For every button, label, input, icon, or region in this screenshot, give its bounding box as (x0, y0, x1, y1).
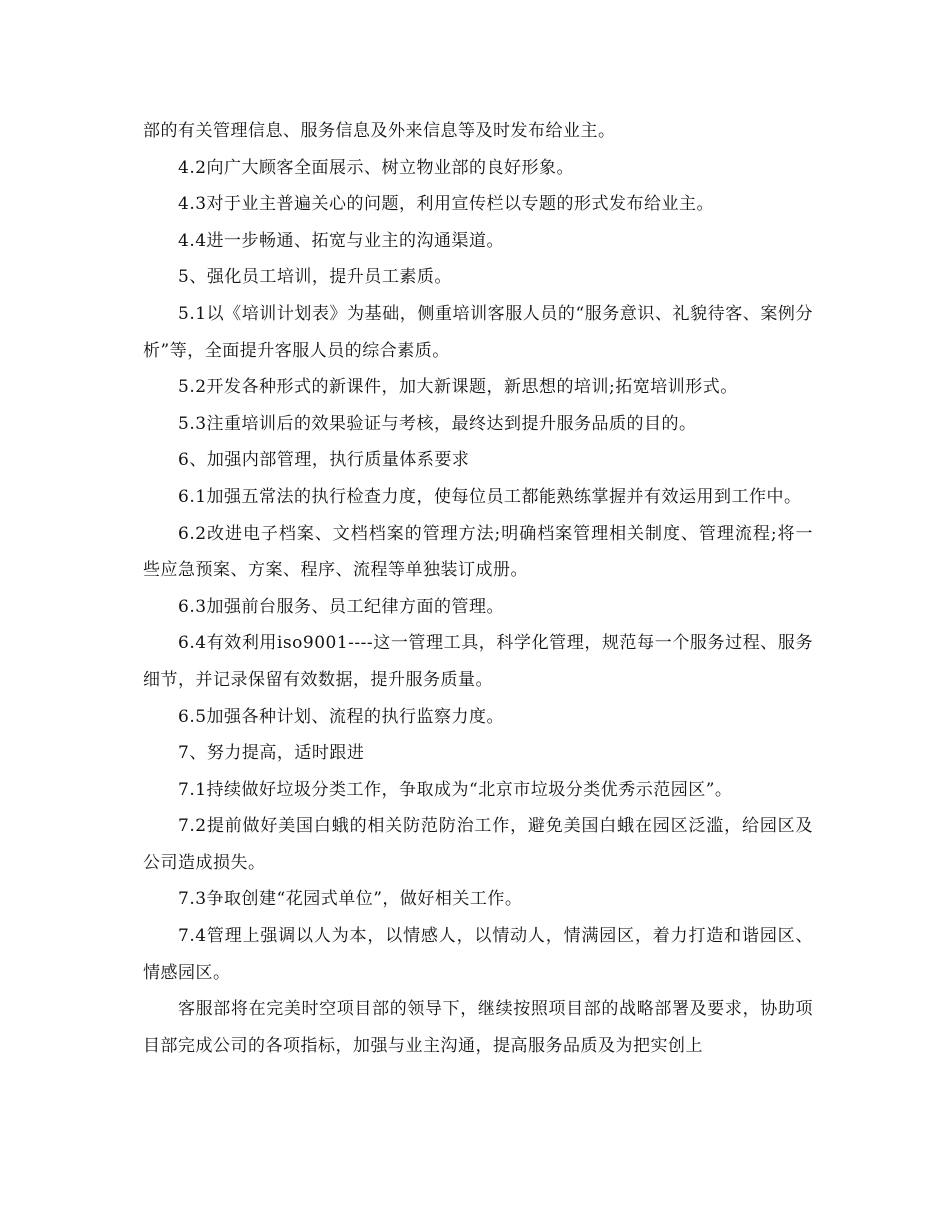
paragraph: 客服部将在完美时空项目部的领导下，继续按照项目部的战略部署及要求，协助项目部完成公司的各项指标，加强与业主沟通，提高服务品质及为把实创上 (143, 999, 813, 1056)
paragraph: 7.4管理上强调以人为本，以情感人，以情动人，情满园区，着力打造和谐园区、情感园区。 (143, 926, 813, 983)
paragraph: 6.2改进电子档案、文档档案的管理方法;明确档案管理相关制度、管理流程;将一些应急预案、方案、程序、流程等单独装订成册。 (143, 523, 813, 581)
paragraph: 6.1加强五常法的执行检查力度，使每位员工都能熟练掌握并有效运用到工作中。 (178, 486, 802, 507)
paragraph: 5、强化员工培训，提升员工素质。 (178, 267, 452, 288)
paragraph: 6.4有效利用iso9001----这一管理工具，科学化管理，规范每一个服务过程、服务细节，并记录保留有效数据，提升服务质量。 (143, 633, 813, 690)
paragraph: 7、努力提高，适时跟进 (178, 743, 365, 764)
paragraph: 6.5加强各种计划、流程的执行监察力度。 (178, 706, 505, 727)
paragraph: 7.1持续做好垃圾分类工作，争取成为“北京市垃圾分类优秀示范园区”。 (178, 779, 733, 800)
paragraph: 7.3争取创建“花园式单位”，做好相关工作。 (178, 889, 523, 910)
paragraph: 5.3注重培训后的效果验证与考核，最终达到提升服务品质的目的。 (178, 413, 697, 434)
paragraph: 6、加强内部管理，执行质量体系要求 (178, 450, 470, 471)
paragraph: 6.3加强前台服务、员工纪律方面的管理。 (178, 596, 505, 617)
paragraph: 部的有关管理信息、服务信息及外来信息等及时发布给业主。 (143, 121, 616, 141)
document-body (143, 113, 813, 1064)
paragraph: 5.2开发各种形式的新课件，加大新课题，新思想的培训;拓宽培训形式。 (178, 377, 738, 398)
paragraph: 5.1以《培训计划表》为基础，侧重培训客服人员的“服务意识、礼貌待客、案例分析”等，全面提升客服人员的综合素质。 (143, 303, 813, 361)
paragraph: 4.3对于业主普遍关心的问题，利用宣传栏以专题的形式发布给业主。 (178, 194, 715, 215)
paragraph: 7.2提前做好美国白蛾的相关防范防治工作，避免美国白蛾在园区泛滥，给园区及公司造成损失。 (143, 816, 813, 873)
paragraph: 4.4进一步畅通、拓宽与业主的沟通渠道。 (178, 230, 505, 251)
paragraph: 4.2向广大顾客全面展示、树立物业部的良好形象。 (178, 157, 575, 178)
